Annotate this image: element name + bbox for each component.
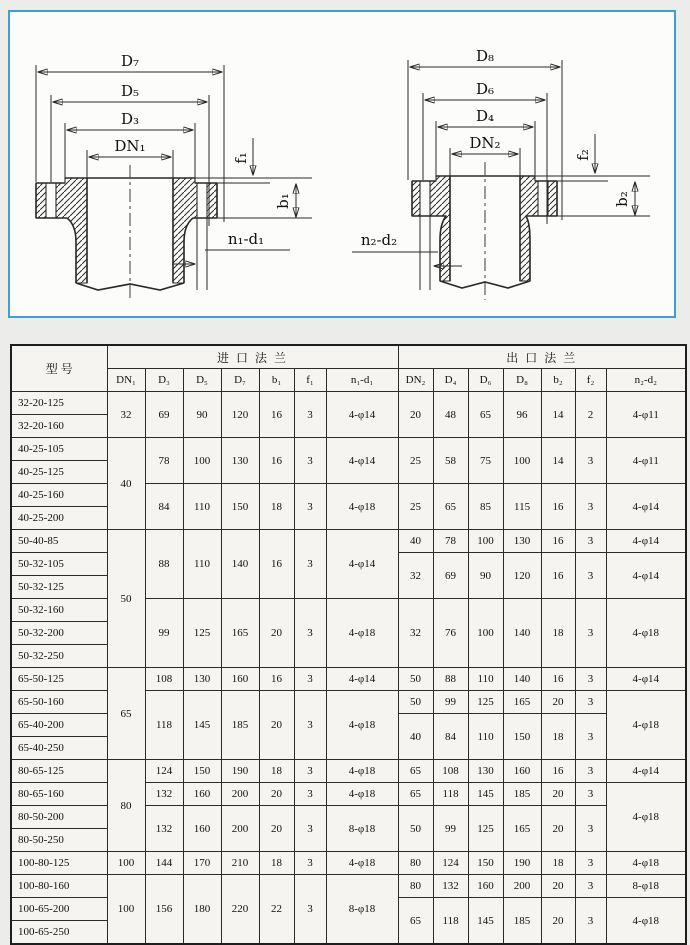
spec-cell: 4-φ14 [326, 668, 398, 691]
spec-cell: 80 [107, 760, 145, 852]
spec-cell: 170 [183, 852, 221, 875]
spec-cell: 4-φ11 [606, 392, 686, 438]
spec-cell: 18 [259, 484, 294, 530]
table-row [11, 392, 686, 415]
spec-cell: 16 [541, 760, 575, 783]
spec-cell: 18 [541, 714, 575, 760]
model-cell: 65-40-250 [11, 737, 107, 760]
spec-cell: 156 [145, 875, 183, 945]
model-cell: 40-25-160 [11, 484, 107, 507]
dim-label-dn2: DN₂ [469, 134, 501, 152]
spec-cell: 16 [541, 530, 575, 553]
spec-cell: 48 [433, 392, 468, 438]
spec-cell: 18 [259, 852, 294, 875]
spec-cell: 84 [433, 714, 468, 760]
model-cell: 50-32-160 [11, 599, 107, 622]
model-cell: 40-25-200 [11, 507, 107, 530]
spec-cell: 125 [468, 691, 503, 714]
spec-cell: 130 [183, 668, 221, 691]
spec-cell: 165 [503, 691, 541, 714]
spec-cell: 150 [468, 852, 503, 875]
spec-cell: 65 [468, 392, 503, 438]
spec-cell: 200 [503, 875, 541, 898]
spec-cell: 150 [221, 484, 259, 530]
spec-cell: 130 [221, 438, 259, 484]
spec-cell: 76 [433, 599, 468, 668]
spec-cell: 200 [221, 806, 259, 852]
spec-cell: 40 [398, 714, 433, 760]
inlet-flange-diagram [36, 52, 312, 302]
spec-cell: 80 [398, 852, 433, 875]
spec-cell: 110 [183, 530, 221, 599]
model-cell: 100-65-200 [11, 898, 107, 921]
model-cell: 100-80-160 [11, 875, 107, 898]
spec-cell: 145 [183, 691, 221, 760]
spec-cell: 3 [575, 898, 606, 945]
dim-label-d7: D₇ [120, 52, 140, 70]
drawing-panel [8, 10, 676, 318]
dim-label-b2: b₂ [613, 191, 631, 207]
spec-cell: 118 [433, 783, 468, 806]
spec-cell: 4-φ14 [606, 760, 686, 783]
col-header-7: DN₂ [398, 369, 433, 392]
spec-cell: 144 [145, 852, 183, 875]
spec-cell: 3 [294, 783, 326, 806]
col-header-5: f₁ [294, 369, 326, 392]
model-cell: 65-40-200 [11, 714, 107, 737]
model-cell: 80-65-125 [11, 760, 107, 783]
spec-cell: 8-φ18 [326, 875, 398, 945]
spec-cell: 100 [107, 875, 145, 945]
table-row [11, 668, 686, 691]
spec-cell: 20 [259, 806, 294, 852]
col-header-model: 型 号 [11, 345, 107, 392]
col-header-2: D₅ [183, 369, 221, 392]
spec-cell: 3 [575, 553, 606, 599]
spec-cell: 4-φ14 [326, 392, 398, 438]
model-cell: 80-50-200 [11, 806, 107, 829]
dim-label-n2d2: n₂-d₂ [360, 231, 398, 249]
spec-cell: 80 [398, 875, 433, 898]
spec-cell: 4-φ18 [326, 691, 398, 760]
spec-cell: 69 [433, 553, 468, 599]
spec-cell: 4-φ11 [606, 438, 686, 484]
table-row [11, 760, 686, 783]
model-cell: 65-50-125 [11, 668, 107, 691]
spec-cell: 50 [398, 806, 433, 852]
spec-cell: 20 [541, 691, 575, 714]
spec-cell: 3 [575, 714, 606, 760]
spec-cell: 16 [541, 668, 575, 691]
spec-cell: 3 [294, 875, 326, 945]
spec-cell: 4-φ18 [326, 760, 398, 783]
model-cell: 32-20-160 [11, 415, 107, 438]
spec-cell: 210 [221, 852, 259, 875]
spec-cell: 165 [503, 806, 541, 852]
spec-cell: 25 [398, 484, 433, 530]
spec-cell: 16 [541, 553, 575, 599]
outlet-flange-diagram [352, 47, 650, 300]
model-cell: 32-20-125 [11, 392, 107, 415]
spec-cell: 4-φ14 [326, 530, 398, 599]
spec-cell: 16 [259, 530, 294, 599]
spec-cell: 40 [107, 438, 145, 530]
spec-cell: 100 [468, 599, 503, 668]
table-head [11, 345, 686, 392]
spec-cell: 3 [294, 760, 326, 783]
spec-cell: 20 [259, 599, 294, 668]
spec-cell: 3 [575, 875, 606, 898]
flange-spec-table [10, 344, 687, 945]
spec-cell: 4-φ14 [606, 530, 686, 553]
col-header-9: D₆ [468, 369, 503, 392]
spec-cell: 118 [433, 898, 468, 945]
spec-cell: 165 [221, 599, 259, 668]
spec-cell: 130 [468, 760, 503, 783]
spec-cell: 160 [221, 668, 259, 691]
spec-cell: 88 [433, 668, 468, 691]
dim-label-d5: D₅ [120, 82, 140, 100]
spec-cell: 4-φ18 [606, 691, 686, 760]
spec-cell: 4-φ18 [606, 852, 686, 875]
spec-cell: 4-φ18 [606, 898, 686, 945]
spec-cell: 3 [575, 530, 606, 553]
dim-label-d8: D₈ [475, 47, 495, 65]
spec-cell: 125 [183, 599, 221, 668]
col-header-12: f₂ [575, 369, 606, 392]
spec-cell: 140 [221, 530, 259, 599]
spec-cell: 185 [503, 898, 541, 945]
col-header-3: D₇ [221, 369, 259, 392]
spec-cell: 100 [503, 438, 541, 484]
spec-cell: 58 [433, 438, 468, 484]
col-header-13: n₂-d₂ [606, 369, 686, 392]
col-header-4: b₁ [259, 369, 294, 392]
model-cell: 80-65-160 [11, 783, 107, 806]
spec-cell: 3 [575, 691, 606, 714]
dim-label-dn1: DN₁ [114, 137, 146, 155]
spec-cell: 3 [294, 599, 326, 668]
spec-cell: 84 [145, 484, 183, 530]
spec-cell: 32 [398, 599, 433, 668]
spec-cell: 20 [541, 783, 575, 806]
spec-cell: 99 [433, 806, 468, 852]
col-header-1: D₃ [145, 369, 183, 392]
model-cell: 50-32-125 [11, 576, 107, 599]
spec-cell: 4-φ18 [326, 599, 398, 668]
spec-cell: 90 [468, 553, 503, 599]
spec-cell: 16 [259, 668, 294, 691]
spec-cell: 65 [398, 783, 433, 806]
col-header-6: n₁-d₁ [326, 369, 398, 392]
dim-label-n1d1: n₁-d₁ [227, 230, 265, 248]
spec-cell: 160 [503, 760, 541, 783]
spec-cell: 200 [221, 783, 259, 806]
spec-cell: 100 [183, 438, 221, 484]
spec-cell: 3 [294, 392, 326, 438]
spec-cell: 50 [107, 530, 145, 668]
spec-cell: 110 [183, 484, 221, 530]
model-cell: 50-32-200 [11, 622, 107, 645]
col-header-8: D₄ [433, 369, 468, 392]
spec-cell: 3 [575, 806, 606, 852]
spec-cell: 40 [398, 530, 433, 553]
spec-cell: 88 [145, 530, 183, 599]
model-cell: 40-25-125 [11, 461, 107, 484]
spec-cell: 190 [503, 852, 541, 875]
spec-cell: 3 [294, 438, 326, 484]
table-row [11, 852, 686, 875]
spec-cell: 25 [398, 438, 433, 484]
spec-cell: 20 [259, 783, 294, 806]
spec-cell: 99 [433, 691, 468, 714]
spec-cell: 99 [145, 599, 183, 668]
spec-cell: 100 [468, 530, 503, 553]
spec-cell: 160 [183, 783, 221, 806]
spec-cell: 180 [183, 875, 221, 945]
spec-cell: 90 [183, 392, 221, 438]
spec-cell: 18 [541, 852, 575, 875]
spec-cell: 22 [259, 875, 294, 945]
spec-cell: 20 [541, 898, 575, 945]
spec-cell: 3 [575, 852, 606, 875]
spec-cell: 124 [433, 852, 468, 875]
spec-cell: 2 [575, 392, 606, 438]
dim-label-f1: f₁ [232, 152, 250, 164]
group-header-inlet: 进 口 法 兰 [107, 345, 398, 369]
spec-cell: 3 [575, 438, 606, 484]
dim-label-d3: D₃ [120, 110, 140, 128]
spec-cell: 4-φ18 [326, 484, 398, 530]
spec-cell: 3 [575, 599, 606, 668]
spec-cell: 4-φ14 [606, 553, 686, 599]
spec-cell: 125 [468, 806, 503, 852]
spec-cell: 65 [398, 898, 433, 945]
col-header-11: b₂ [541, 369, 575, 392]
spec-cell: 32 [107, 392, 145, 438]
spec-cell: 132 [145, 806, 183, 852]
spec-cell: 3 [294, 530, 326, 599]
dim-label-f2: f₂ [574, 149, 592, 161]
spec-cell: 69 [145, 392, 183, 438]
spec-cell: 20 [398, 392, 433, 438]
spec-cell: 14 [541, 392, 575, 438]
spec-cell: 50 [398, 668, 433, 691]
spec-cell: 145 [468, 783, 503, 806]
spec-cell: 120 [503, 553, 541, 599]
model-cell: 40-25-105 [11, 438, 107, 461]
spec-cell: 120 [221, 392, 259, 438]
spec-cell: 75 [468, 438, 503, 484]
spec-cell: 20 [259, 691, 294, 760]
spec-cell: 220 [221, 875, 259, 945]
model-cell: 100-65-250 [11, 921, 107, 945]
table-row [11, 438, 686, 461]
spec-cell: 100 [107, 852, 145, 875]
flange-diagrams [10, 12, 674, 316]
spec-cell: 8-φ18 [326, 806, 398, 852]
spec-cell: 14 [541, 438, 575, 484]
spec-cell: 110 [468, 714, 503, 760]
spec-cell: 132 [433, 875, 468, 898]
spec-cell: 115 [503, 484, 541, 530]
spec-cell: 18 [541, 599, 575, 668]
spec-cell: 145 [468, 898, 503, 945]
spec-cell: 4-φ18 [326, 852, 398, 875]
spec-cell: 4-φ18 [326, 783, 398, 806]
spec-cell: 118 [145, 691, 183, 760]
spec-cell: 190 [221, 760, 259, 783]
spec-cell: 3 [294, 691, 326, 760]
spec-cell: 3 [294, 484, 326, 530]
spec-cell: 4-φ18 [606, 783, 686, 852]
spec-cell: 4-φ18 [606, 599, 686, 668]
spec-cell: 108 [433, 760, 468, 783]
spec-cell: 20 [541, 875, 575, 898]
spec-cell: 78 [433, 530, 468, 553]
spec-cell: 4-φ14 [326, 438, 398, 484]
spec-cell: 16 [259, 392, 294, 438]
col-header-10: D₈ [503, 369, 541, 392]
dim-label-b1: b₁ [274, 193, 292, 209]
spec-cell: 3 [294, 852, 326, 875]
spec-cell: 96 [503, 392, 541, 438]
spec-cell: 108 [145, 668, 183, 691]
dim-label-d6: D₆ [475, 80, 495, 98]
spec-cell: 3 [575, 760, 606, 783]
spec-cell: 3 [575, 668, 606, 691]
spec-cell: 3 [575, 783, 606, 806]
spec-cell: 110 [468, 668, 503, 691]
spec-cell: 132 [145, 783, 183, 806]
spec-cell: 85 [468, 484, 503, 530]
spec-cell: 140 [503, 668, 541, 691]
model-cell: 80-50-250 [11, 829, 107, 852]
col-header-0: DN₁ [107, 369, 145, 392]
spec-cell: 140 [503, 599, 541, 668]
spec-cell: 65 [398, 760, 433, 783]
spec-cell: 16 [259, 438, 294, 484]
spec-cell: 8-φ18 [606, 875, 686, 898]
spec-table-wrap [10, 344, 687, 945]
spec-cell: 124 [145, 760, 183, 783]
model-cell: 50-40-85 [11, 530, 107, 553]
model-cell: 100-80-125 [11, 852, 107, 875]
spec-cell: 65 [433, 484, 468, 530]
spec-cell: 78 [145, 438, 183, 484]
spec-cell: 150 [183, 760, 221, 783]
spec-cell: 20 [541, 806, 575, 852]
dim-label-d4: D₄ [475, 107, 495, 125]
spec-cell: 185 [221, 691, 259, 760]
table-row [11, 875, 686, 898]
model-cell: 65-50-160 [11, 691, 107, 714]
spec-cell: 3 [575, 484, 606, 530]
model-cell: 50-32-250 [11, 645, 107, 668]
group-header-outlet: 出 口 法 兰 [398, 345, 686, 369]
spec-cell: 150 [503, 714, 541, 760]
model-cell: 50-32-105 [11, 553, 107, 576]
table-body [11, 392, 686, 945]
spec-cell: 160 [183, 806, 221, 852]
spec-cell: 4-φ14 [606, 484, 686, 530]
spec-cell: 16 [541, 484, 575, 530]
spec-cell: 3 [294, 668, 326, 691]
spec-cell: 130 [503, 530, 541, 553]
spec-cell: 160 [468, 875, 503, 898]
spec-cell: 50 [398, 691, 433, 714]
spec-cell: 65 [107, 668, 145, 760]
spec-cell: 18 [259, 760, 294, 783]
table-row [11, 530, 686, 553]
spec-cell: 32 [398, 553, 433, 599]
spec-cell: 185 [503, 783, 541, 806]
spec-cell: 3 [294, 806, 326, 852]
spec-cell: 4-φ14 [606, 668, 686, 691]
